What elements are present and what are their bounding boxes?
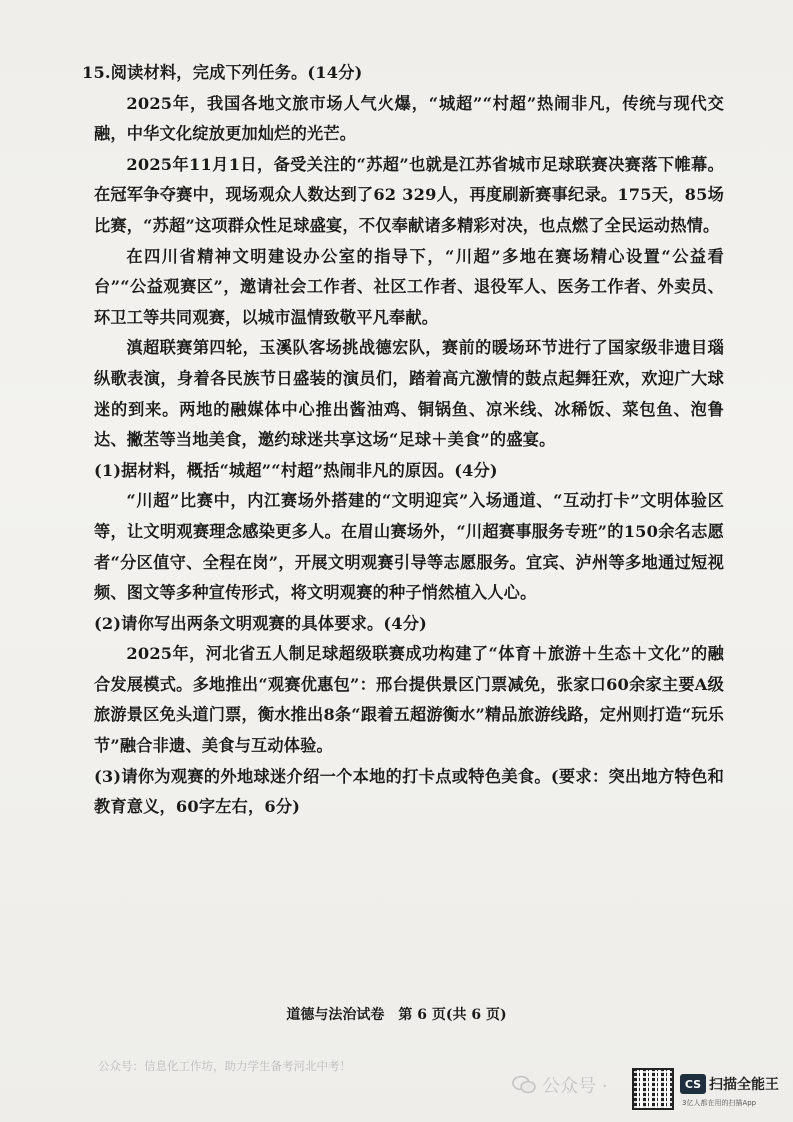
- task-3: (3)请你为观赛的外地球迷介绍一个本地的打卡点或特色美食。(要求：突出地方特色和教育意义，60字左右，6分): [94, 766, 724, 817]
- camscanner-logo: CS: [680, 1074, 706, 1094]
- material-paragraph-5: “川超”比赛中，内江赛场外搭建的“文明迎宾”入场通道、“互动打卡”文明体验区等，让文明观赛理念感染更多人。在眉山赛场外，“川超赛事服务专班”的150余名志愿者“分区值守、全程在岗”，开展文明观赛引导等志愿服务。宜宾、泸州等多地通过短视频、图文等多种宣传形式，将文明观赛的种子悄然植入人心。: [94, 491, 724, 603]
- material-paragraph-3: 在四川省精神文明建设办公室的指导下，“川超”多地在赛场精心设置“公益看台”“公益观赛区”，邀请社会工作者、社区工作者、退役军人、医务工作者、外卖员、环卫工等共同观赛，以城市温情致敬平凡奉献。: [94, 246, 724, 327]
- material-paragraph-4: 滇超联赛第四轮，玉溪队客场挑战德宏队，赛前的暖场环节进行了国家级非遗目瑙纵歌表演，身着各民族节日盛装的演员们，踏着高亢激情的鼓点起舞狂欢，欢迎广大球迷的到来。两地的融媒体中心推出酱油鸡、铜锅鱼、凉米线、冰稀饭、菜包鱼、泡鲁达、撇苤等当地美食，邀约球迷共享这场“足球＋美食”的盛宴。: [94, 338, 724, 450]
- wechat-brand-label: 公众号 ·: [542, 1076, 608, 1097]
- question-heading: 15.阅读材料，完成下列任务。(14分): [82, 63, 363, 82]
- qr-code: [632, 1068, 674, 1110]
- material-paragraph-1: 2025年，我国各地文旅市场人气火爆，“城超”“村超”热闹非凡，传统与现代交融，中华文化绽放更加灿烂的光芒。: [94, 93, 724, 144]
- page-footer: 道德与法治试卷 第 6 页(共 6 页): [286, 1007, 507, 1023]
- camscanner-tagline: 3亿人都在用的扫描App: [682, 1099, 757, 1107]
- wechat-icon: [512, 1075, 536, 1095]
- question-15: [82, 58, 724, 823]
- camscanner-name: 扫描全能王: [709, 1077, 779, 1093]
- task-2: (2)请你写出两条文明观赛的具体要求。(4分): [94, 613, 427, 633]
- material-paragraph-2: 2025年11月1日，备受关注的“苏超”也就是江苏省城市足球联赛决赛落下帷幕。在冠军争夺赛中，现场观众人数达到了62 329人，再度刷新赛事纪录。175天，85场比赛，“苏超”这项群众性足球盛宴，不仅奉献诸多精彩对决，也点燃了全民运动热情。: [94, 154, 724, 235]
- wechat-watermark: [512, 1072, 607, 1098]
- material-paragraph-6: 2025年，河北省五人制足球超级联赛成功构建了“体育＋旅游＋生态＋文化”的融合发展模式。多地推出“观赛优惠包”：邢台提供景区门票减免，张家口60余家主要A级旅游景区免头道门票，衡水推出8条“跟着五超游衡水”精品旅游线路，定州则打造“玩乐节”融合非遗、美食与互动体验。: [94, 644, 724, 756]
- task-1: (1)据材料，概括“城超”“村超”热闹非凡的原因。(4分): [94, 460, 498, 480]
- watermark-note: 公众号：信息化工作坊，助力学生备考河北中考！: [98, 1059, 351, 1073]
